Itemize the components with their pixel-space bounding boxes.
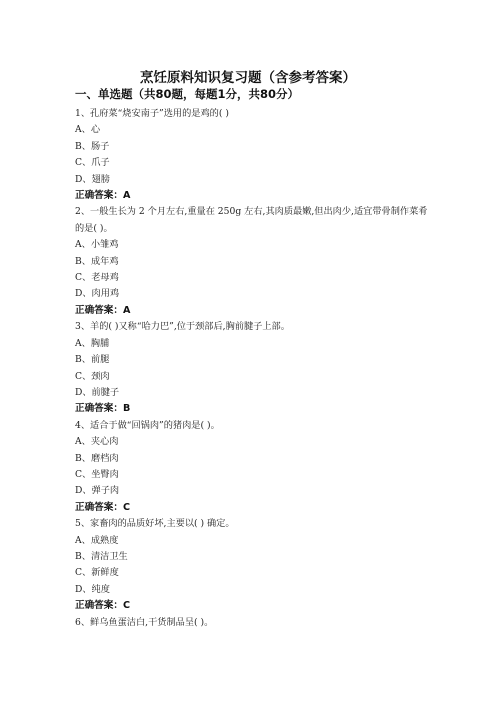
option-c: C、坐臀肉 (75, 468, 119, 480)
correct-answer: 正确答案：B (75, 403, 131, 415)
option-d: D、弹子肉 (75, 485, 120, 497)
question-item (75, 516, 435, 614)
option-c: C、老母鸡 (75, 272, 119, 284)
question-text: 6、鲜乌鱼蛋洁白,干货制品呈( )。 (75, 616, 214, 628)
option-d: D、前腱子 (75, 386, 120, 398)
question-item (75, 615, 435, 631)
correct-answer: 正确答案：C (75, 501, 131, 513)
correct-answer: 正确答案：A (75, 190, 131, 202)
correct-answer: 正确答案：C (75, 600, 131, 612)
question-item (75, 319, 435, 417)
question-item (75, 418, 435, 516)
question-text: 2、一般生长为 2 个月左右,重量在 250g 左右,其肉质最嫩,但出肉少,适宜带骨制作菜肴的是( )。 (75, 206, 428, 234)
option-d: D、翅膀 (75, 173, 110, 185)
option-b: B、清洁卫生 (75, 550, 128, 562)
question-item (75, 204, 435, 319)
option-b: B、成年鸡 (75, 255, 119, 267)
option-d: D、纯度 (75, 583, 110, 595)
option-a: A、小雏鸡 (75, 239, 119, 251)
option-b: B、磨档肉 (75, 452, 119, 464)
question-item (75, 106, 435, 204)
correct-answer: 正确答案：A (75, 304, 131, 316)
question-text: 1、孔府菜“烧安南子”选用的是鸡的( ) (75, 108, 229, 119)
option-a: A、成熟度 (75, 534, 119, 546)
option-b: B、前腿 (75, 354, 110, 366)
question-text: 5、家畜肉的品质好坏,主要以( ) 确定。 (75, 518, 235, 530)
section-heading: 一、单选题（共80题，每题1分，共80分） (75, 87, 300, 101)
question-list (75, 106, 435, 631)
question-text: 4、适合于做“回锅肉”的猪肉是( )。 (75, 419, 220, 431)
option-b: B、肠子 (75, 140, 110, 152)
option-c: C、爪子 (75, 157, 110, 169)
option-c: C、颈肉 (75, 370, 110, 382)
option-c: C、新鲜度 (75, 567, 119, 579)
option-a: A、胸脯 (75, 337, 110, 349)
option-d: D、肉用鸡 (75, 288, 120, 300)
question-text: 3、羊的( )又称“哈力巴”,位于颈部后,胸前腱子上部。 (75, 321, 290, 333)
document-title: 烹饪原料知识复习题（含参考答案） (140, 70, 356, 86)
option-a: A、心 (75, 124, 101, 136)
option-a: A、夹心肉 (75, 436, 119, 448)
